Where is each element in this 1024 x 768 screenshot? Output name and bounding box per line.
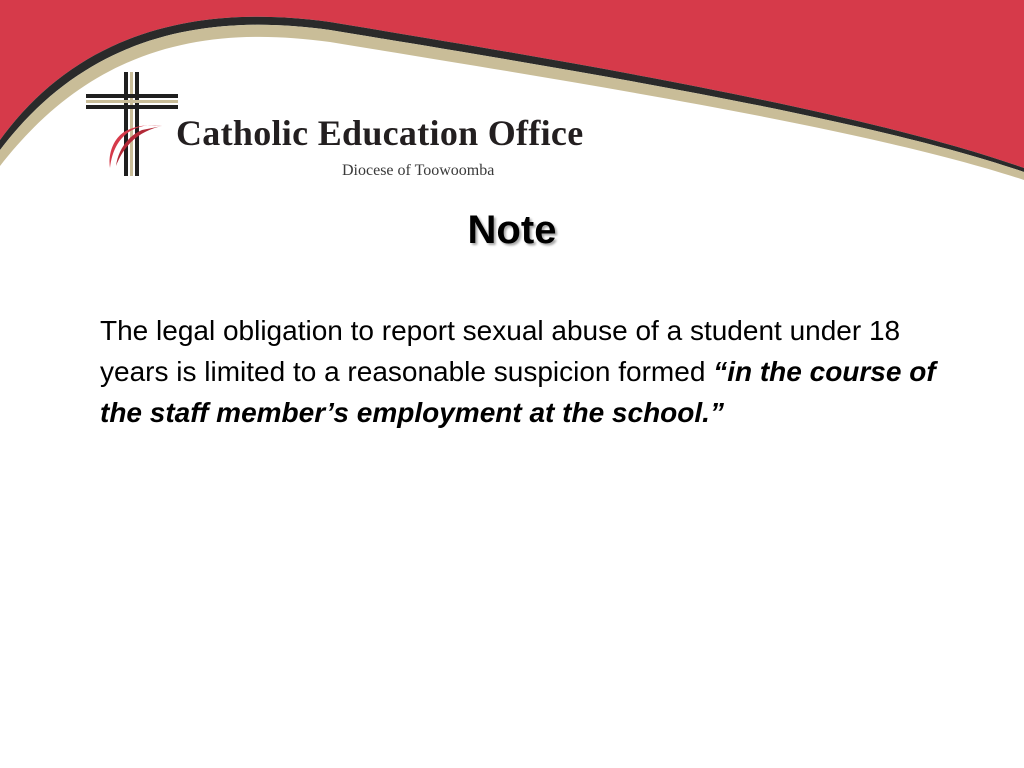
slide-title: Note	[467, 208, 557, 252]
slide-body	[100, 310, 950, 433]
org-name: Catholic Education Office	[176, 113, 584, 153]
body-text: The legal obligation to report sexual abuse of a student under 18 years is limited to a reasonable suspicion formed	[100, 315, 901, 387]
cross-logo-icon	[84, 70, 180, 180]
body-emphasis: “in the course of the staff member’s employment at the school.”	[100, 356, 936, 428]
org-subtitle: Diocese of Toowoomba	[342, 162, 495, 179]
